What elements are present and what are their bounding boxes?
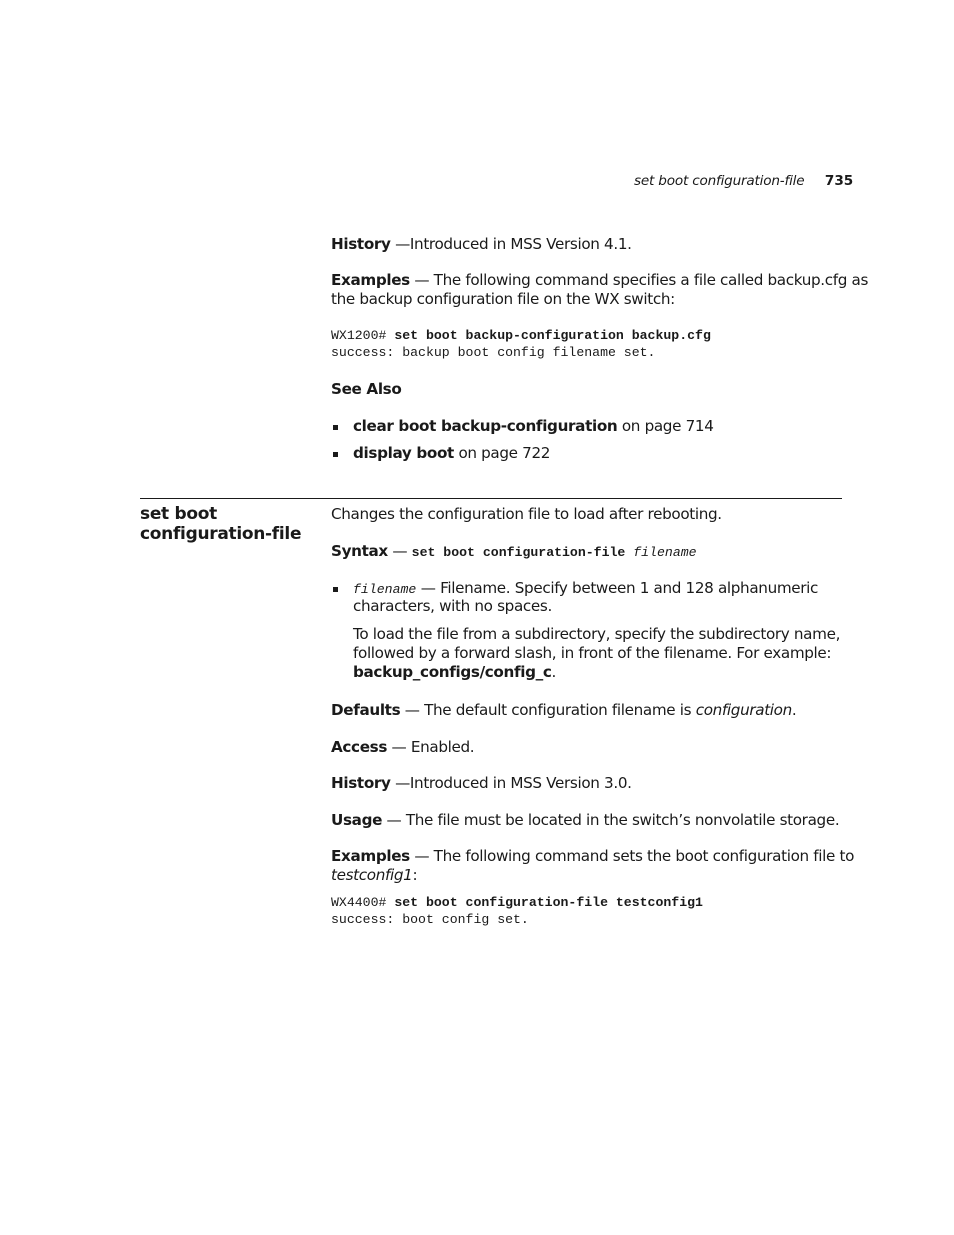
prev-code-block xyxy=(331,328,711,360)
access-line xyxy=(331,738,474,756)
see-also-page-ref: on page 714 xyxy=(617,417,714,435)
prev-code-prompt: WX1200# xyxy=(331,328,395,343)
subdirectory-note xyxy=(353,625,843,681)
param-description xyxy=(353,579,843,615)
param-name: filename xyxy=(353,582,417,597)
see-also-item xyxy=(353,417,714,435)
prev-examples xyxy=(331,271,869,308)
usage-text: — The file must be located in the switch’s nonvolatile storage. xyxy=(382,811,840,829)
section-title xyxy=(140,504,301,544)
examples-label: Examples xyxy=(331,847,410,865)
bullet-icon xyxy=(333,425,338,430)
defaults-period: . xyxy=(791,701,797,719)
syntax-line xyxy=(331,542,697,560)
prev-examples-line1: — The following command specifies a file called backup.cfg as xyxy=(409,271,869,289)
running-title: set boot configuration-file xyxy=(634,173,805,189)
defaults-value: configuration xyxy=(695,701,792,719)
prev-history-text: —Introduced in MSS Version 4.1. xyxy=(390,235,632,253)
prev-code-command: set boot backup-configuration backup.cfg xyxy=(394,328,711,343)
syntax-label: Syntax xyxy=(331,542,388,560)
sub-line1: To load the file from a subdirectory, specify the subdirectory name, xyxy=(353,625,841,643)
section-title-line2: configuration-file xyxy=(140,524,302,544)
usage-label: Usage xyxy=(331,811,383,829)
sub-period: . xyxy=(551,663,556,681)
prev-code-output: success: backup boot config filename set. xyxy=(331,345,656,360)
examples-paragraph xyxy=(331,847,855,884)
see-also-item xyxy=(353,444,550,462)
syntax-command: set boot configuration-file xyxy=(411,545,634,560)
see-also-link[interactable]: display boot xyxy=(353,444,454,462)
code-command: set boot configuration-file testconfig1 xyxy=(394,895,703,910)
bullet-icon xyxy=(333,587,338,592)
prev-history-label: History xyxy=(331,235,391,253)
sub-line2: followed by a forward slash, in front of the filename. For example: xyxy=(353,644,832,662)
see-also-link[interactable]: clear boot backup-configuration xyxy=(353,417,618,435)
prev-examples-label: Examples xyxy=(331,271,410,289)
history-label: History xyxy=(331,774,391,792)
param-line1: — Filename. Specify between 1 and 128 alphanumeric xyxy=(416,579,819,597)
history-text: —Introduced in MSS Version 3.0. xyxy=(390,774,632,792)
section-title-line1: set boot xyxy=(140,504,217,524)
prev-examples-line2: the backup configuration file on the WX switch: xyxy=(331,290,675,308)
running-header xyxy=(634,171,853,189)
examples-colon: : xyxy=(412,866,418,884)
access-label: Access xyxy=(331,738,388,756)
param-line2: characters, with no spaces. xyxy=(353,597,552,615)
see-also-heading: See Also xyxy=(331,380,402,398)
prev-history xyxy=(331,235,632,253)
page-number: 735 xyxy=(824,173,854,189)
sub-example: backup_configs/config_c xyxy=(353,663,552,681)
access-text: — Enabled. xyxy=(387,738,475,756)
defaults-text: — The default configuration filename is xyxy=(400,701,696,719)
history-line xyxy=(331,774,632,792)
section-divider xyxy=(140,498,842,499)
code-output: success: boot config set. xyxy=(331,912,529,927)
code-prompt: WX4400# xyxy=(331,895,395,910)
usage-line xyxy=(331,811,839,829)
syntax-dash: — xyxy=(387,542,412,560)
code-block xyxy=(331,895,703,927)
defaults-label: Defaults xyxy=(331,701,401,719)
examples-value: testconfig1 xyxy=(331,866,413,884)
see-also-page-ref: on page 722 xyxy=(453,444,551,462)
bullet-icon xyxy=(333,452,338,457)
syntax-param: filename xyxy=(633,545,697,560)
section-description: Changes the configuration file to load after rebooting. xyxy=(331,505,722,523)
defaults-line xyxy=(331,701,796,719)
examples-line1: — The following command sets the boot configuration file to xyxy=(409,847,855,865)
